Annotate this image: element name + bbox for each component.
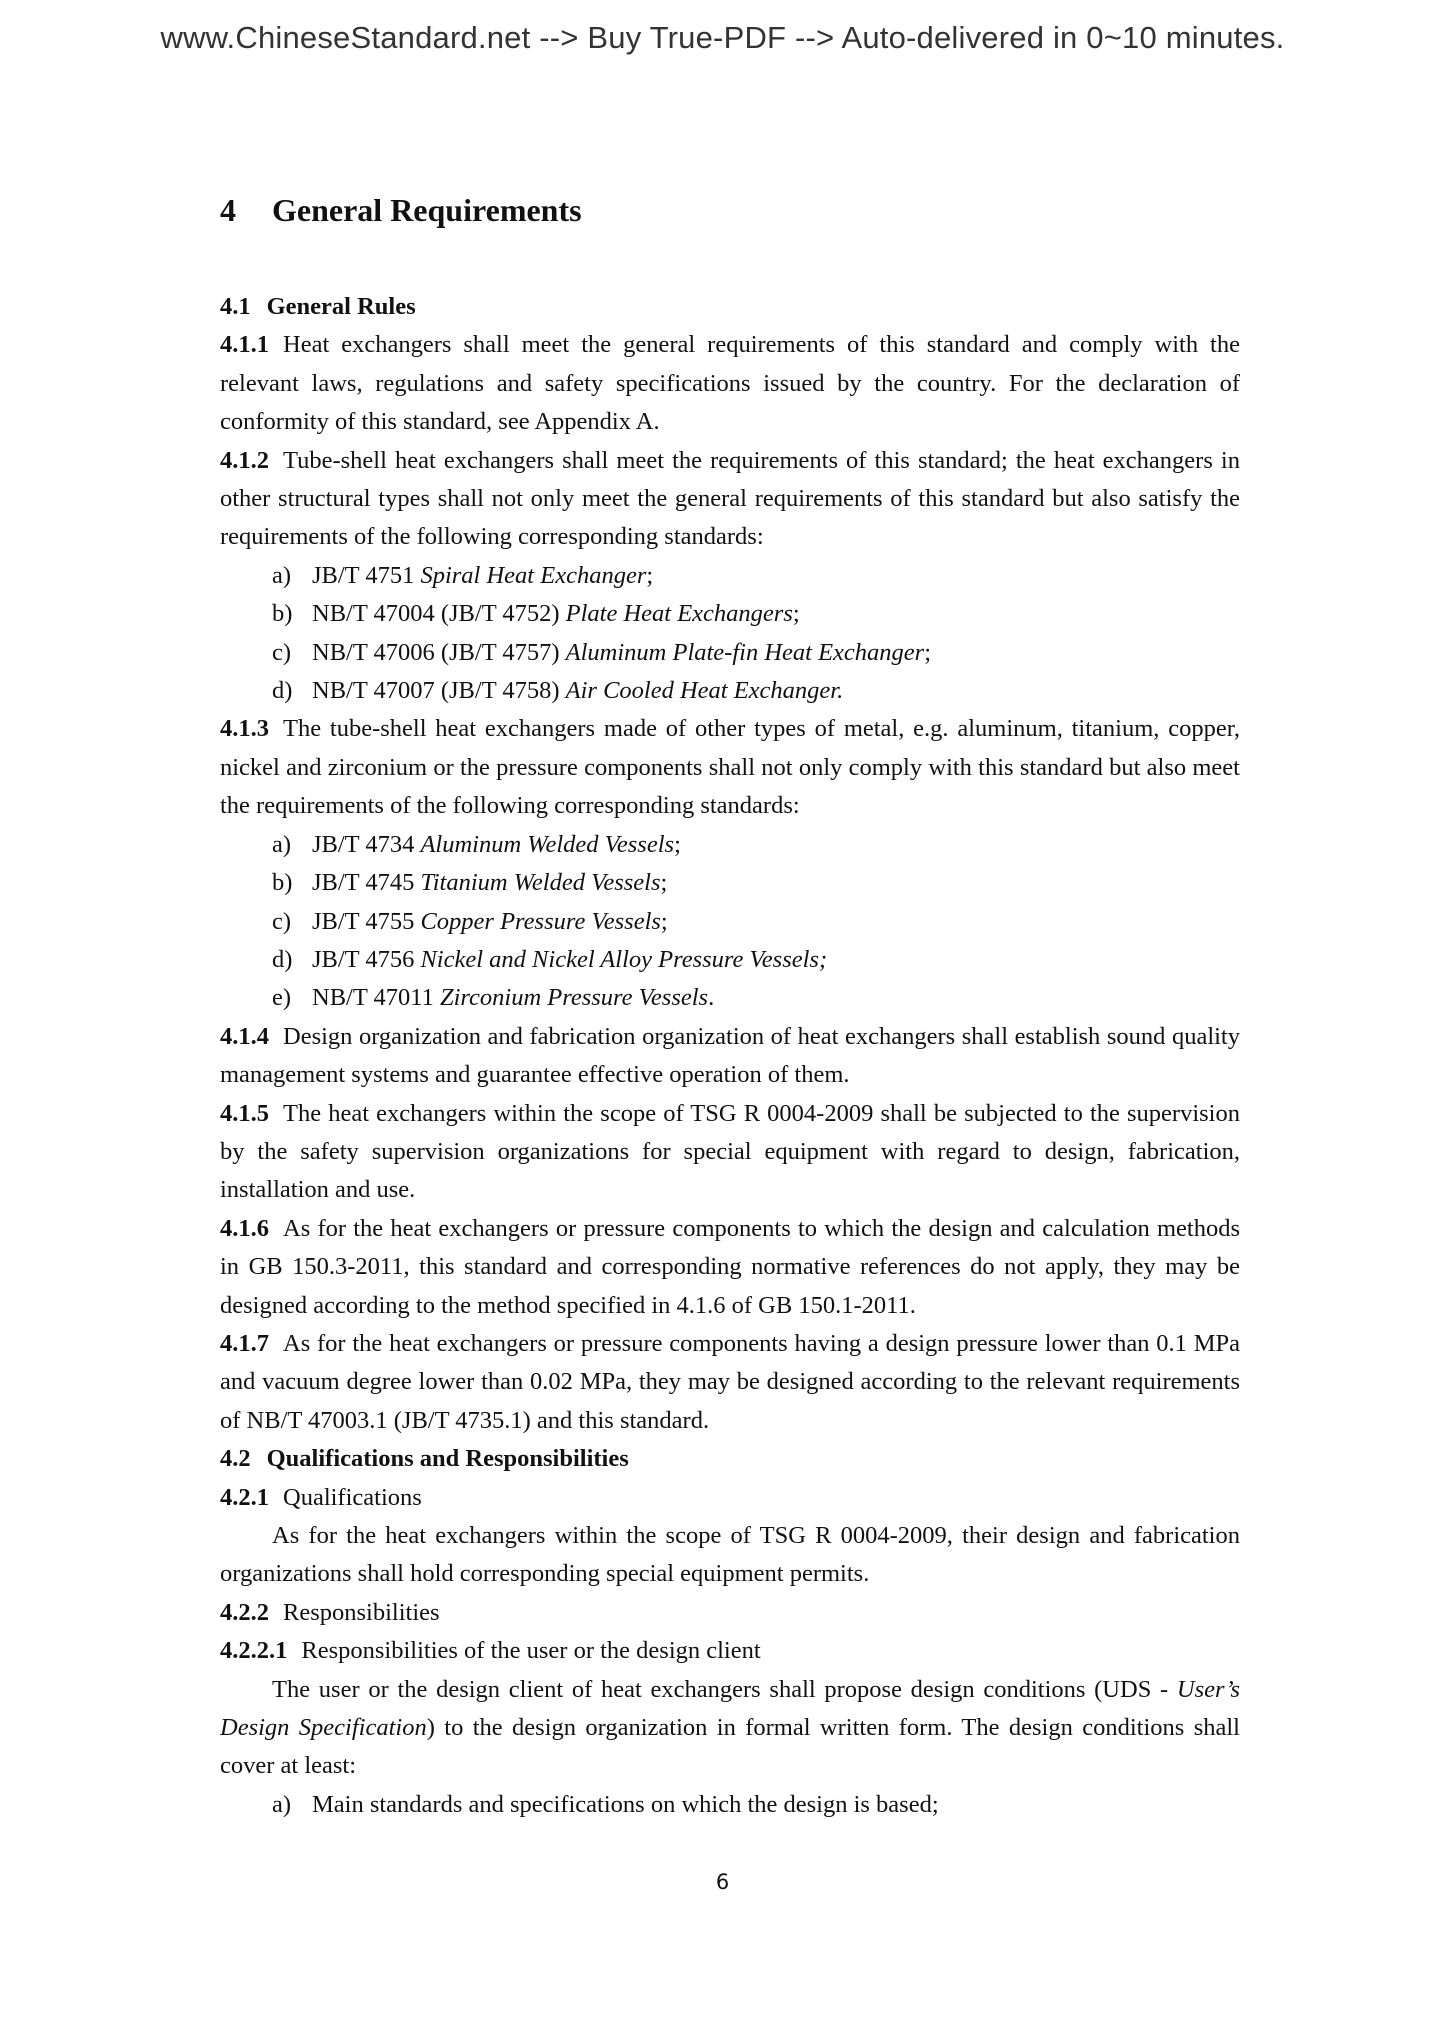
clause-4-2-2-1-heading xyxy=(220,1632,1240,1670)
clause-4-1-6 xyxy=(220,1210,1240,1325)
list-item xyxy=(272,979,1240,1017)
text-run: ) to the design organization in formal written form. The design conditions shall cover at least: xyxy=(220,1714,1240,1780)
clause-text: Heat exchangers shall meet the general requirements of this standard and comply with the relevant laws, regulations and safety specifications issued by the country. For the declaration of conformity of this standard, see Appendix A. xyxy=(220,331,1240,436)
standard-code: JB/T 4751 xyxy=(312,561,415,589)
standard-title: Copper Pressure Vessels xyxy=(420,907,661,935)
chapter-number: 4 xyxy=(220,192,236,228)
clause-4-2-1-heading xyxy=(220,1479,1240,1517)
list-item xyxy=(272,941,1240,979)
list-item xyxy=(272,634,1240,672)
list-marker: c) xyxy=(272,638,292,666)
section-heading-4-2 xyxy=(220,1440,1240,1478)
list-punct: ; xyxy=(646,561,654,589)
standard-code: NB/T 47011 xyxy=(312,984,434,1012)
list-punct: ; xyxy=(792,600,800,628)
text-run: The user or the design client of heat exchangers shall propose design conditions (UDS - xyxy=(272,1675,1177,1703)
list-marker: d) xyxy=(272,945,293,973)
standards-list-4-1-3 xyxy=(220,826,1240,1018)
standard-title: Spiral Heat Exchanger xyxy=(420,561,647,589)
clause-text: Tube-shell heat exchangers shall meet the requirements of this standard; the heat exchangers in other structural types shall not only meet the general requirements of this standard but also satisfy the requirements of the following corresponding standards: xyxy=(220,446,1240,551)
standard-title: Nickel and Nickel Alloy Pressure Vessels; xyxy=(420,945,828,973)
clause-4-1-2 xyxy=(220,442,1240,557)
clause-4-1-3 xyxy=(220,710,1240,825)
source-banner: www.ChineseStandard.net --> Buy True-PDF --> Auto-delivered in 0~10 minutes. xyxy=(160,20,1285,55)
clause-number: 4.1.5 xyxy=(220,1099,269,1127)
standard-title: Aluminum Plate-fin Heat Exchanger xyxy=(565,638,925,666)
list-marker: e) xyxy=(272,984,292,1012)
clause-number: 4.1.7 xyxy=(220,1329,269,1357)
clause-text: As for the heat exchangers or pressure components to which the design and calculation methods in GB 150.3-2011, this standard and corresponding normative references do not apply, they may be designed according to the method specified in 4.1.6 of GB 150.1-2011. xyxy=(220,1214,1240,1319)
clause-number: 4.2.2 xyxy=(220,1598,269,1626)
clause-4-1-1 xyxy=(220,326,1240,441)
standard-code: JB/T 4745 xyxy=(312,869,415,897)
clause-4-2-2-heading xyxy=(220,1594,1240,1632)
standard-title: Titanium Welded Vessels xyxy=(420,869,661,897)
list-punct: ; xyxy=(924,638,932,666)
clause-4-1-4 xyxy=(220,1018,1240,1095)
clause-number: 4.1.2 xyxy=(220,446,269,474)
clause-text: The tube-shell heat exchangers made of other types of metal, e.g. aluminum, titanium, copper, nickel and zirconium or the pressure components shall not only comply with this standard but also meet the requirements of the following corresponding standards: xyxy=(220,715,1240,820)
clause-title: Responsibilities of the user or the design client xyxy=(301,1637,761,1665)
list-marker: a) xyxy=(272,830,292,858)
section-title: Qualifications and Responsibilities xyxy=(266,1445,629,1473)
standard-code: JB/T 4755 xyxy=(312,907,415,935)
standard-title: Air Cooled Heat Exchanger. xyxy=(565,677,844,705)
clause-4-2-2-1-text xyxy=(220,1671,1240,1786)
standard-code: NB/T 47004 (JB/T 4752) xyxy=(312,600,560,628)
list-item xyxy=(272,1786,1240,1824)
clause-4-1-5 xyxy=(220,1095,1240,1210)
list-item xyxy=(272,672,1240,710)
clause-4-2-1-text: As for the heat exchangers within the scope of TSG R 0004-2009, their design and fabrication organizations shall hold corresponding special equipment permits. xyxy=(220,1522,1240,1588)
clause-number: 4.1.6 xyxy=(220,1214,269,1242)
section-heading-4-1 xyxy=(220,288,1240,326)
clause-4-1-7 xyxy=(220,1325,1240,1440)
section-number: 4.2 xyxy=(220,1445,251,1473)
list-punct: . xyxy=(708,984,715,1012)
standard-title: Zirconium Pressure Vessels xyxy=(439,984,709,1012)
list-marker: b) xyxy=(272,600,293,628)
list-item xyxy=(272,864,1240,902)
clause-text: As for the heat exchangers or pressure components having a design pressure lower than 0.1 MPa and vacuum degree lower than 0.02 MPa, they may be designed according to the relevant requirements of NB/T 47003.1 (JB/T 4735.1) and this standard. xyxy=(220,1329,1240,1434)
clause-number: 4.1.4 xyxy=(220,1022,269,1050)
design-conditions-list xyxy=(220,1786,1240,1824)
list-marker: c) xyxy=(272,907,292,935)
section-title: General Rules xyxy=(266,293,416,320)
list-text: Main standards and specifications on which the design is based; xyxy=(312,1790,939,1818)
section-number: 4.1 xyxy=(220,293,251,320)
standard-code: NB/T 47007 (JB/T 4758) xyxy=(312,677,560,705)
clause-title: Qualifications xyxy=(283,1483,422,1511)
standard-code: NB/T 47006 (JB/T 4757) xyxy=(312,638,560,666)
standard-title: Aluminum Welded Vessels xyxy=(420,830,675,858)
clause-text: The heat exchangers within the scope of TSG R 0004-2009 shall be subjected to the supervision by the safety supervision organizations for special equipment with regard to design, fabrication, installation and use. xyxy=(220,1099,1240,1204)
list-item xyxy=(272,903,1240,941)
list-marker: d) xyxy=(272,677,293,705)
clause-number: 4.2.2.1 xyxy=(220,1637,288,1665)
list-marker: a) xyxy=(272,1790,292,1818)
list-punct: ; xyxy=(660,907,668,935)
standard-code: JB/T 4734 xyxy=(312,830,415,858)
list-marker: a) xyxy=(272,561,292,589)
text-run-italic: User’s Design Specification xyxy=(220,1675,1240,1742)
list-marker: b) xyxy=(272,869,293,897)
list-item xyxy=(272,595,1240,633)
standards-list-4-1-2 xyxy=(220,557,1240,711)
list-punct: ; xyxy=(674,830,681,858)
clause-text: Design organization and fabrication organization of heat exchangers shall establish sound quality management systems and guarantee effective operation of them. xyxy=(220,1022,1240,1089)
clause-number: 4.1.1 xyxy=(220,331,269,359)
standard-code: JB/T 4756 xyxy=(312,945,415,973)
clause-number: 4.1.3 xyxy=(220,715,269,743)
document-body xyxy=(220,190,1240,1824)
clause-title: Responsibilities xyxy=(283,1598,440,1626)
page-number: 6 xyxy=(715,1870,730,1894)
chapter-heading xyxy=(220,190,1240,230)
standard-title: Plate Heat Exchangers xyxy=(565,600,793,628)
chapter-title: General Requirements xyxy=(272,192,582,228)
list-item xyxy=(272,557,1240,595)
clause-number: 4.2.1 xyxy=(220,1483,269,1511)
list-punct: ; xyxy=(660,869,668,897)
list-item xyxy=(272,826,1240,864)
